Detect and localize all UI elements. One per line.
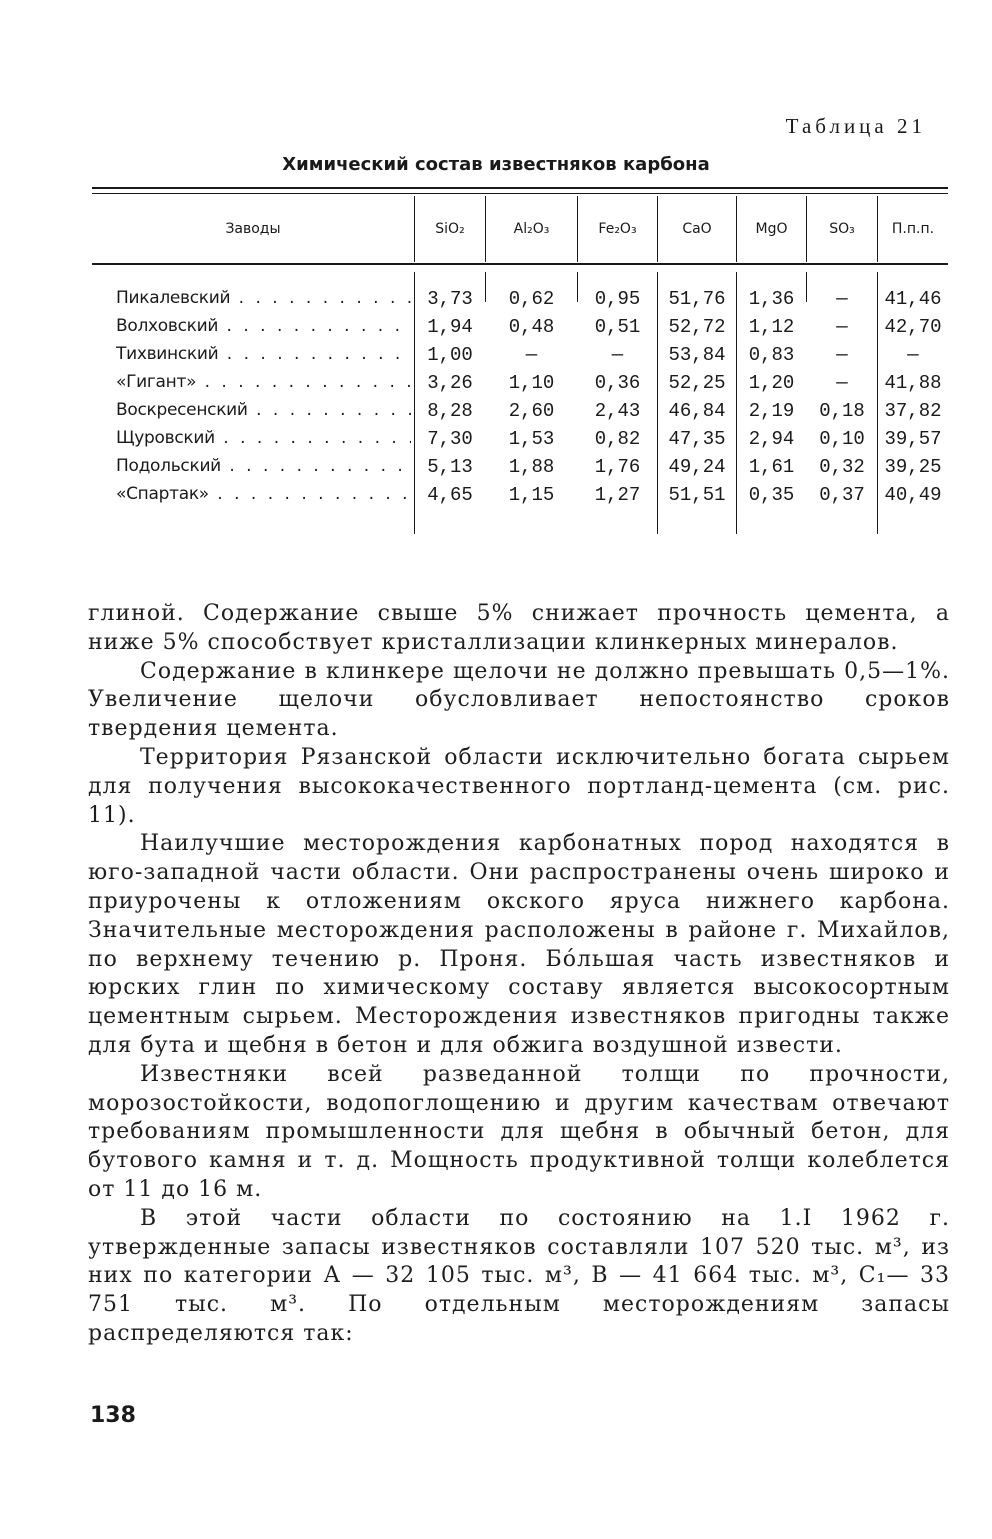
plant-name: «Спартак» . . . (116, 484, 411, 504)
sio2-value: 1,00 (427, 344, 473, 366)
paragraph: Наилучшие месторождения карбонатных пород находятся в юго-западной части области. Они распространены очень широко и приурочены к отложениям окского яруса нижнего карбона. Значительные месторождения расположены в районе г. Михайлов, по верхнему течению р. Проня. Бóльшая часть известняков и юрских глин по химическому составу является высокосортным цементным сырьем. Месторождения известняков пригодны также для бута и щебня в бетон и для обжига воздушной извести. (88, 831, 950, 1058)
cao-value: 52,72 (668, 316, 726, 338)
table-row (0, 344, 992, 372)
table-row (0, 456, 992, 484)
plant-name: Подольский . . . (116, 456, 411, 476)
so3-value: 0,10 (819, 428, 865, 450)
cao-value: 47,35 (668, 428, 726, 450)
cao-value: 53,84 (668, 344, 726, 366)
cao-value: 51,76 (668, 288, 726, 310)
paragraph: Территория Рязанской области исключительно богата сырьем для получения высококачественного портланд-цемента (см. рис. 11). (88, 744, 950, 828)
sio2-value: 1,94 (427, 316, 473, 338)
mgo-value: 2,19 (748, 400, 795, 422)
ppp-value: 39,57 (884, 428, 942, 450)
plant-name: «Гигант» . . . (116, 372, 411, 392)
page-number: 138 (90, 1403, 136, 1428)
table-row (0, 484, 992, 512)
plant-name: Волховский . . . (116, 316, 411, 336)
sio2-value: 7,30 (427, 428, 473, 450)
table-title: Химический состав известняков карбона (282, 154, 710, 175)
header-mgo: MgO (755, 221, 788, 237)
mgo-value: 1,61 (748, 456, 795, 478)
mgo-value: 0,83 (748, 344, 795, 366)
so3-value: — (836, 372, 848, 394)
table-row (0, 428, 992, 456)
al2o3-value: 0,62 (508, 288, 555, 310)
header-fe2o3: Fe₂O₃ (598, 221, 637, 237)
so3-value: — (836, 288, 848, 310)
cao-value: 46,84 (668, 400, 726, 422)
cao-value: 52,25 (668, 372, 726, 394)
al2o3-value: 1,15 (508, 484, 555, 506)
table-header-rule (92, 263, 948, 265)
table-row (0, 400, 992, 428)
mgo-value: 2,94 (748, 428, 795, 450)
table-row (0, 316, 992, 344)
header-ppp: П.п.п. (891, 221, 935, 237)
header-so3: SO₃ (829, 221, 855, 237)
so3-value: 0,18 (819, 400, 865, 422)
ppp-value: 42,70 (884, 316, 942, 338)
al2o3-value: 1,53 (508, 428, 555, 450)
ppp-value: 41,46 (884, 288, 942, 310)
ppp-value: 37,82 (884, 400, 942, 422)
sio2-value: 4,65 (427, 484, 473, 506)
fe2o3-value: 1,27 (594, 484, 641, 506)
al2o3-value: — (525, 344, 538, 366)
mgo-value: 0,35 (748, 484, 795, 506)
fe2o3-value: — (611, 344, 624, 366)
sio2-value: 8,28 (427, 400, 473, 422)
cao-value: 51,51 (668, 484, 726, 506)
plant-name: Щуровский . . . (116, 428, 411, 448)
plant-name: Воскресенский . . . (116, 400, 411, 420)
fe2o3-value: 0,36 (594, 372, 641, 394)
so3-value: 0,37 (819, 484, 865, 506)
so3-value: — (836, 316, 848, 338)
fe2o3-value: 1,76 (594, 456, 641, 478)
plant-name: Тихвинский . . . (116, 344, 411, 364)
sio2-value: 3,73 (427, 288, 473, 310)
paragraph: глиной. Содержание свыше 5% снижает прочность цемента, а ниже 5% способствует кристаллизации клинкерных минералов. (88, 601, 950, 655)
fe2o3-value: 2,43 (594, 400, 641, 422)
table-row (0, 288, 992, 316)
header-al2o3: Al₂O₃ (513, 221, 550, 237)
ppp-value: 39,25 (884, 456, 942, 478)
mgo-value: 1,20 (748, 372, 795, 394)
so3-value: — (836, 344, 848, 366)
paragraph: Содержание в клинкере щелочи не должно превышать 0,5—1%. Увеличение щелочи обусловливает непостоянство сроков твердения цемента. (88, 658, 950, 742)
header-sio2: SiO₂ (435, 221, 465, 237)
plant-name: Пикалевский . . . (116, 288, 411, 308)
sio2-value: 5,13 (427, 456, 473, 478)
mgo-value: 1,36 (748, 288, 795, 310)
ppp-value: 40,49 (884, 484, 942, 506)
fe2o3-value: 0,51 (594, 316, 641, 338)
table-top-rule (92, 187, 948, 189)
table-row (0, 372, 992, 400)
table-top-rule-thin (92, 193, 948, 194)
paragraph: Известняки всей разведанной толщи по прочности, морозостойкости, водопоглощению и другим качествам отвечают требованиям промышленности для щебня в обычный бетон, для бутового камня и т. д. Мощность продуктивной толщи колеблется от 11 до 16 м. (88, 1061, 950, 1202)
fe2o3-value: 0,82 (594, 428, 641, 450)
ppp-value: 41,88 (884, 372, 942, 394)
so3-value: 0,32 (819, 456, 865, 478)
fe2o3-value: 0,95 (594, 288, 641, 310)
paragraph: В этой части области по состоянию на 1.I 1962 г. утвержденные запасы известняков составляли 107 520 тыс. м³, из них по категории А — 32 105 тыс. м³, В — 41 664 тыс. м³, С₁— 33 751 тыс. м³. По отдельным месторождениям запасы распределяются так: (88, 1205, 950, 1346)
table-number: Таблица 21 (785, 114, 926, 138)
header-cao: CaO (682, 221, 712, 237)
body-text (88, 600, 950, 1349)
ppp-value: — (907, 344, 919, 366)
cao-value: 49,24 (668, 456, 726, 478)
al2o3-value: 0,48 (508, 316, 555, 338)
al2o3-value: 1,10 (508, 372, 555, 394)
sio2-value: 3,26 (427, 372, 473, 394)
header-plants: Заводы (225, 221, 281, 237)
mgo-value: 1,12 (748, 316, 795, 338)
al2o3-value: 1,88 (508, 456, 555, 478)
al2o3-value: 2,60 (508, 400, 555, 422)
